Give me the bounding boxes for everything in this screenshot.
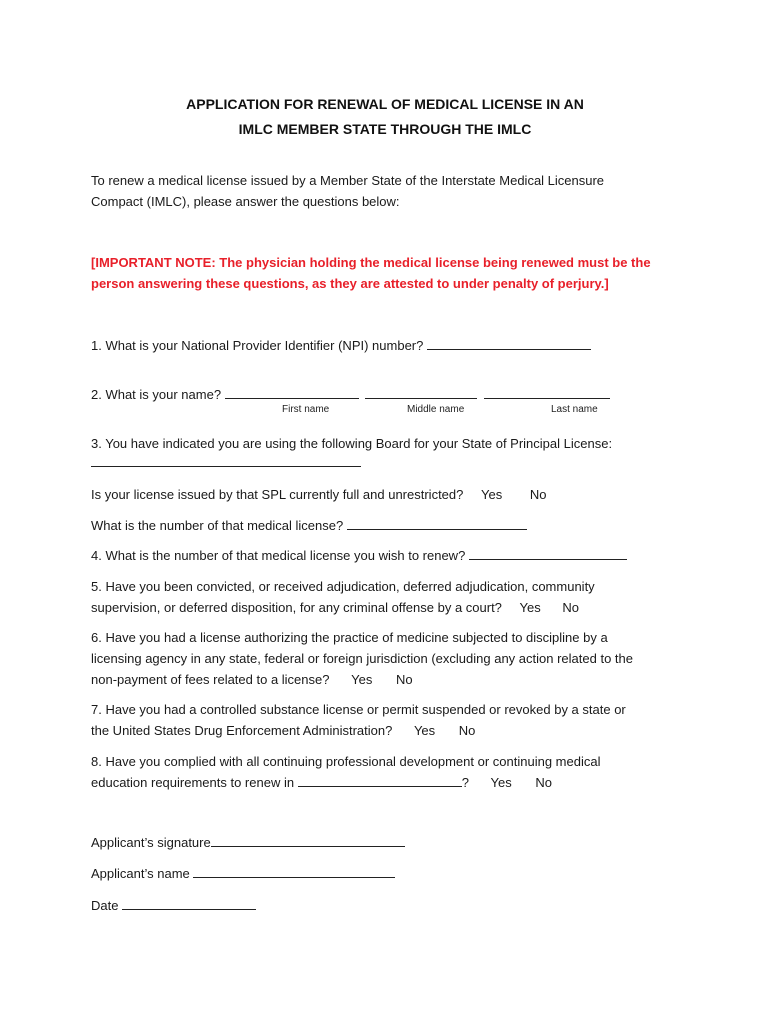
middle-name-caption: Middle name <box>407 404 465 415</box>
renew-license-number-field[interactable] <box>469 546 627 560</box>
question-8-mark: ? <box>461 775 469 790</box>
first-name-caption: First name <box>282 404 330 415</box>
question-1 <box>91 335 691 356</box>
npi-number-field[interactable] <box>427 336 591 350</box>
intro-line-2: Compact (IMLC), please answer the questions below: <box>91 194 400 209</box>
q8-yes-option[interactable]: Yes <box>490 775 512 790</box>
last-name-field[interactable] <box>484 385 610 399</box>
q7-yes-option[interactable]: Yes <box>413 723 436 738</box>
question-6-line-2: licensing agency in any state, federal or foreign jurisdiction (excluding any action related to the <box>91 651 633 666</box>
signature-row <box>91 832 691 853</box>
applicant-name-row <box>91 863 691 884</box>
question-4 <box>91 545 691 566</box>
question-6-text: non-payment of fees related to a license? <box>91 672 330 687</box>
question-3-text: 3. You have indicated you are using the following Board for your State of Principal License: <box>91 436 613 451</box>
q8-no-option[interactable]: No <box>535 775 553 790</box>
question-8-line-2 <box>91 772 691 793</box>
form-title-line-1: APPLICATION FOR RENEWAL OF MEDICAL LICENSE IN AN <box>186 96 584 112</box>
q6-no-option[interactable]: No <box>395 672 413 687</box>
last-name-caption: Last name <box>551 404 598 415</box>
form-title-line-2: IMLC MEMBER STATE THROUGH THE IMLC <box>238 121 532 137</box>
date-field[interactable] <box>122 896 256 910</box>
question-8-text: education requirements to renew in <box>91 775 295 790</box>
question-7-line-2 <box>91 720 691 741</box>
question-8-line-1: 8. Have you complied with all continuing professional development or continuing medical <box>91 754 601 769</box>
question-7-text: the United States Drug Enforcement Administration? <box>91 723 393 738</box>
middle-name-field[interactable] <box>365 385 477 399</box>
question-6-line-3 <box>91 669 691 690</box>
q5-yes-option[interactable]: Yes <box>519 600 541 615</box>
board-field[interactable] <box>91 453 361 467</box>
question-6-line-1: 6. Have you had a license authorizing the practice of medicine subjected to discipline by a <box>91 630 608 645</box>
question-5-line-1: 5. Have you been convicted, or received adjudication, deferred adjudication, community <box>91 579 595 594</box>
question-5-text: supervision, or deferred disposition, for any criminal offense by a court? <box>91 600 502 615</box>
question-3b-text: What is the number of that medical license? <box>91 518 344 533</box>
question-3-board-line <box>91 452 691 473</box>
question-3a-text: Is your license issued by that SPL currently full and unrestricted? <box>91 487 464 502</box>
date-label: Date <box>91 898 119 913</box>
important-note-line-1: [IMPORTANT NOTE: The physician holding the medical license being renewed must be the <box>91 255 651 270</box>
applicant-name-field[interactable] <box>193 864 395 878</box>
license-number-field[interactable] <box>347 516 527 530</box>
question-2 <box>91 384 691 405</box>
applicant-name-label: Applicant’s name <box>91 866 190 881</box>
date-row <box>91 895 691 916</box>
q6-yes-option[interactable]: Yes <box>351 672 373 687</box>
q5-no-option[interactable]: No <box>562 600 580 615</box>
signature-label: Applicant’s signature <box>91 835 211 850</box>
question-5-line-2 <box>91 597 691 618</box>
q3a-yes-option[interactable]: Yes <box>481 487 503 502</box>
question-4-text: 4. What is the number of that medical license you wish to renew? <box>91 548 466 563</box>
renewal-state-field[interactable] <box>298 773 462 787</box>
question-3a <box>91 484 691 505</box>
signature-field[interactable] <box>211 833 405 847</box>
intro-line-1: To renew a medical license issued by a Member State of the Interstate Medical Licensure <box>91 173 605 188</box>
question-7-line-1: 7. Have you had a controlled substance license or permit suspended or revoked by a state or <box>91 702 626 717</box>
question-3b <box>91 515 691 536</box>
q3a-no-option[interactable]: No <box>529 487 547 502</box>
important-note-line-2: person answering these questions, as they are attested to under penalty of perjury.] <box>91 276 609 291</box>
q7-no-option[interactable]: No <box>458 723 476 738</box>
question-1-text: 1. What is your National Provider Identifier (NPI) number? <box>91 338 424 353</box>
first-name-field[interactable] <box>225 385 359 399</box>
question-2-text: 2. What is your name? <box>91 387 222 402</box>
